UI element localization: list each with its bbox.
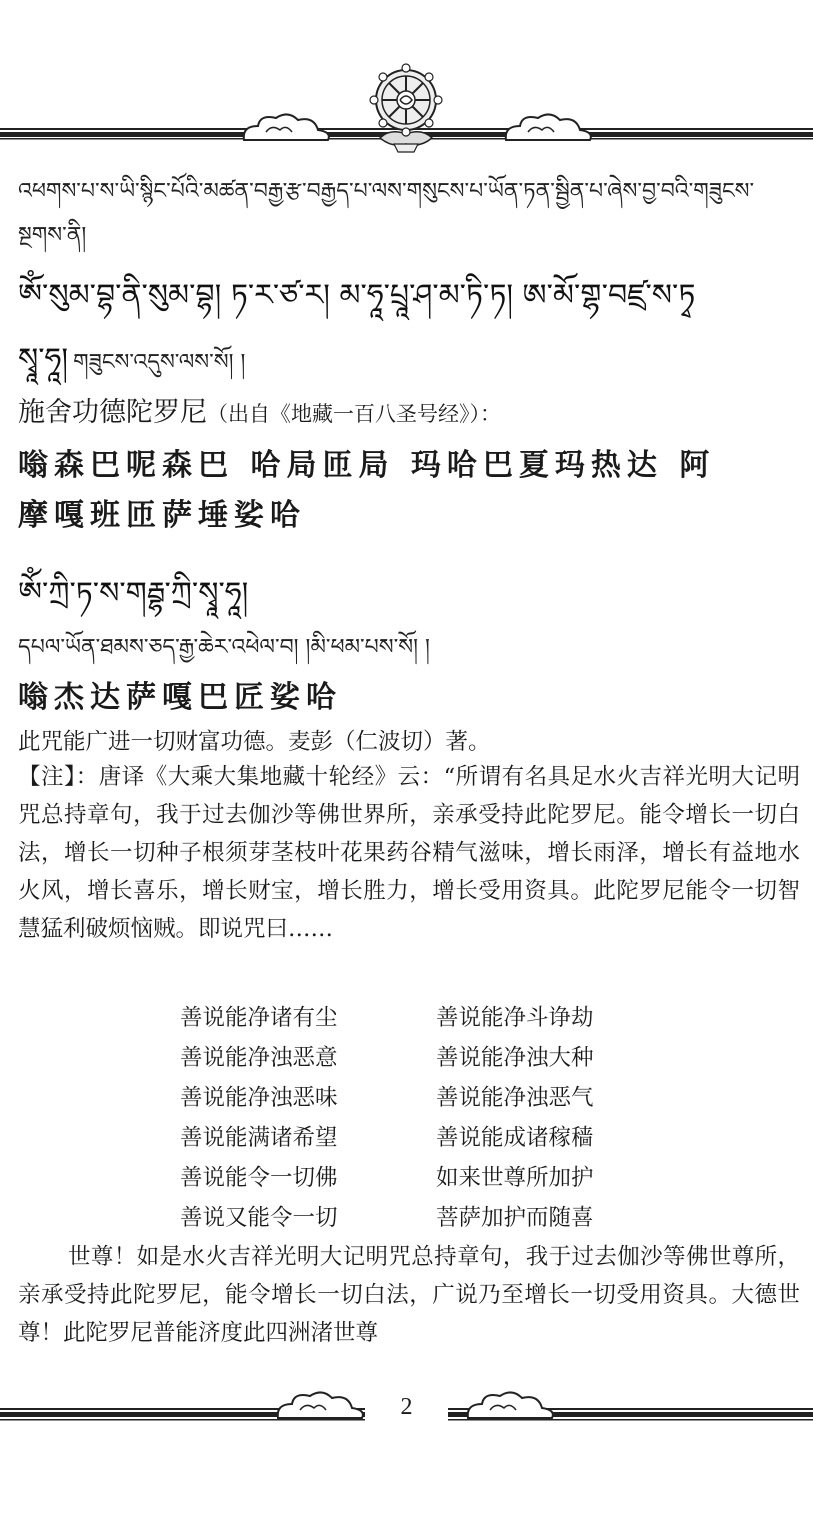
verse-right: 善说能成诸稼穑 [436, 1125, 594, 1151]
dharma-wheel-icon [360, 58, 452, 154]
auspicious-cloud-icon [500, 110, 596, 144]
tibetan-mantra-2: ཨོཾ་ཀྲི་ཏ་ས་གརྦྷ་ཀྲི་སྭཱ་ཧཱ། [18, 576, 249, 611]
auspicious-cloud-icon [238, 110, 334, 144]
dharani-title [18, 390, 800, 429]
tibetan-intro: འཕགས་པ་ས་ཡི་སྙིང་པོའི་མཚན་བརྒྱ་རྩ་བརྒྱད་པ་ལས་གསུངས་པ་ཡོན་ཏན་སྦྱིན་པ་ཞེས་བྱ་བའི་གཟུངས་སྔགས་ནི། [18, 179, 755, 248]
tibetan-mantra-1-line-1: ཨོཾ་སུམ་བྷ་ནི་སུམ་བྷ། ཏ་ར་ཙ་ར། མ་ཧཱ་པྲཱ་ཤ་མ་ཏི་ཏ། ཨ་མོ་གྷ་བཛྲ་ས་ཏྭ [18, 278, 696, 313]
mantra-effect-line: 此咒能广进一切财富功德。麦彭（仁波切）著。 [18, 729, 491, 755]
verse-left: 善说能净诸有尘 [180, 1005, 338, 1031]
closing-paragraph: 世尊！如是水火吉祥光明大记明咒总持章句，我于过去伽沙等佛世尊所，亲承受持此陀罗尼，能令增长一切白法，广说乃至增长一切受用资具。大德世尊！此陀罗尼普能济度此四洲渚世尊 [18, 1244, 800, 1346]
verse-right: 菩萨加护而随喜 [436, 1205, 594, 1231]
tibetan-mantra-1-line-2: སྭཱ་ཧཱ། [18, 342, 69, 377]
dharani-title-main: 施舍功德陀罗尼 [18, 397, 207, 428]
verse-left: 善说又能令一切 [180, 1205, 338, 1231]
verse-left: 善说能净浊恶意 [180, 1045, 338, 1071]
tibetan-mantra-2-note: དཔལ་ཡོན་ཐམས་ཅད་རྒྱ་ཆེར་འཕེལ་བ། །མི་ཕམ་པས་སོ། ། [18, 635, 430, 660]
chinese-mantra-1-line-2: 摩嘎班匝萨埵娑哈 [18, 498, 306, 533]
chinese-mantra-2: 嗡杰达萨嘎巴匠娑哈 [18, 680, 342, 715]
verse-right: 善说能净斗诤劫 [436, 1005, 594, 1031]
verse-left: 善说能满诸希望 [180, 1125, 338, 1151]
verse-right: 善说能净浊大种 [436, 1045, 594, 1071]
verse-left: 善说能令一切佛 [180, 1165, 338, 1191]
verse-right: 善说能净浊恶气 [436, 1085, 594, 1111]
verse-right: 如来世尊所加护 [436, 1165, 594, 1191]
dharani-title-source: （出自《地藏一百八圣号经》）： [207, 402, 501, 426]
verse-left: 善说能净浊恶味 [180, 1085, 338, 1111]
chinese-mantra-1-line-1: 嗡森巴呢森巴 哈局匝局 玛哈巴夏玛热达 阿 [18, 448, 716, 483]
tibetan-mantra-1-note: གཟུངས་འདུས་ལས་སོ། ། [73, 350, 246, 375]
page-number: 2 [400, 1394, 413, 1420]
note-paragraph: 【注】：唐译《大乘大集地藏十轮经》云：“所谓有名具足水火吉祥光明大记明咒总持章句，我于过去伽沙等佛世界所，亲承受持此陀罗尼。能令增长一切白法，增长一切种子根须芽茎枝叶花果药谷精气滋味，增长雨泽，增长有益地水火风，增长喜乐，增长财宝，增长胜力，增长受用资具。此陀罗尼能令一切智慧猛利破烦恼贼。即说咒曰…… [18, 764, 800, 942]
